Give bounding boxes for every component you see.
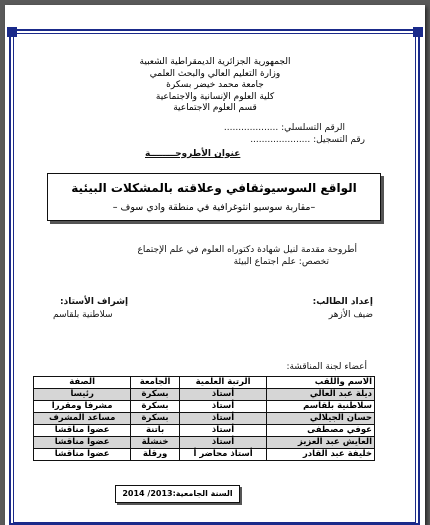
member-rank: أستاذ — [179, 389, 266, 401]
header-line: وزارة التعليم العالي والبحث العلمي — [149, 68, 281, 79]
institution-header — [5, 57, 425, 115]
specialty: تخصص: علم اجتماع البيئة — [233, 257, 329, 267]
column-header-role: الصفة — [34, 377, 131, 389]
member-university: بسكرة — [131, 389, 180, 401]
table-row — [34, 425, 375, 437]
table-row — [34, 413, 375, 425]
member-name: عوفي مصطفى — [267, 425, 375, 437]
member-rank: أستاذ — [179, 425, 266, 437]
registration-number-line: رقم التسجيل: ..................... — [250, 135, 365, 145]
jury-table-header — [34, 377, 375, 389]
member-name: حسان الجيلالي — [267, 413, 375, 425]
member-university: خنشلة — [131, 437, 180, 449]
academic-year: السنة الجامعية:2013/ 2014 — [115, 485, 240, 503]
member-rank: أستاذ — [179, 413, 266, 425]
member-university: بسكرة — [131, 401, 180, 413]
header-line: جامعة محمد خيضر بسكرة — [166, 80, 264, 90]
border-corner — [7, 27, 17, 37]
member-name: ديلة عبد العالي — [267, 389, 375, 401]
member-role: عضوا مناقشا — [34, 425, 131, 437]
member-rank: أستاذ محاضر أ — [179, 449, 266, 461]
title-box — [47, 173, 381, 221]
member-university: باتنة — [131, 425, 180, 437]
thesis-title-label: عنوان الأطروحــــــــة — [145, 149, 241, 159]
column-header-rank: الرتبة العلمية — [179, 377, 266, 389]
thesis-subtitle: –مقاربة سوسيو انثوغرافية في منطقة وادي سوف – — [112, 202, 316, 213]
table-row — [34, 437, 375, 449]
member-role: مشرفا ومقررا — [34, 401, 131, 413]
member-name: العايش عبد العزيز — [267, 437, 375, 449]
document-page — [5, 5, 425, 525]
header-line: قسم العلوم الاجتماعية — [173, 103, 257, 113]
member-role: مساعد المشرف — [34, 413, 131, 425]
prepared-by-label: إعداد الطالب: — [312, 297, 373, 307]
member-university: بسكرة — [131, 413, 180, 425]
member-role: عضوا مناقشا — [34, 437, 131, 449]
student-name: ضيف الأزهر — [328, 310, 373, 320]
jury-table — [33, 376, 375, 461]
table-row — [34, 449, 375, 461]
header-line: الجمهورية الجزائرية الديمقراطية الشعبية — [139, 57, 291, 67]
member-rank: أستاذ — [179, 437, 266, 449]
supervisor-name: سلاطنية بلقاسم — [53, 310, 113, 320]
thesis-title: الواقع السوسيوثقافي وعلاقته بالمشكلات البيئية — [71, 181, 357, 195]
supervisor-label: إشراف الأستاذ: — [60, 297, 129, 307]
column-header-name: الاسم واللقب — [267, 377, 375, 389]
member-role: عضوا مناقشا — [34, 449, 131, 461]
member-role: رئيسا — [34, 389, 131, 401]
serial-number-line: الرقم التسلسلي: ................... — [223, 123, 345, 133]
jury-label: أعضاء لجنة المناقشة: — [286, 362, 367, 372]
member-university: ورقلة — [131, 449, 180, 461]
column-header-university: الجامعة — [131, 377, 180, 389]
border-corner — [413, 27, 423, 37]
header-line: كلية العلوم الإنسانية والاجتماعية — [155, 91, 275, 102]
member-name: خليفة عبد القادر — [267, 449, 375, 461]
member-name: سلاطنية بلقاسم — [267, 401, 375, 413]
table-row — [34, 389, 375, 401]
member-rank: أستاذ — [179, 401, 266, 413]
thesis-description: أطروحة مقدمة لنيل شهادة دكتوراه العلوم في علم الإجتماع — [137, 245, 357, 255]
table-row — [34, 401, 375, 413]
